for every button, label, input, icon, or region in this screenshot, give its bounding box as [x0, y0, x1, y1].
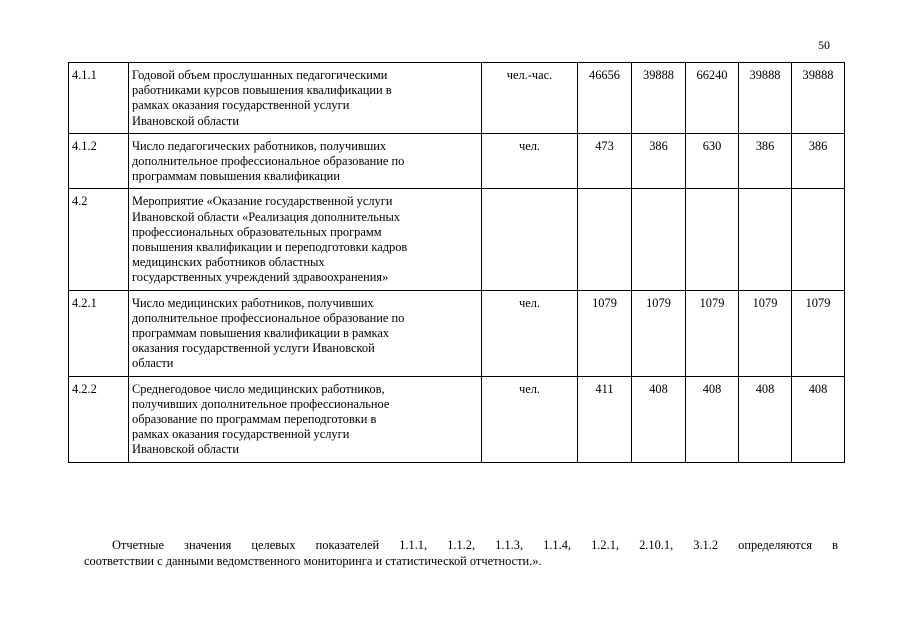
description-line: Ивановской области	[132, 442, 239, 457]
description-line: дополнительное профессиональное образование по	[132, 154, 405, 169]
row-value	[578, 189, 632, 290]
table-row	[69, 63, 845, 134]
row-value: 1079	[578, 290, 632, 376]
row-number: 4.2.2	[69, 376, 129, 462]
row-unit: чел.	[482, 376, 578, 462]
row-number: 4.1.2	[69, 133, 129, 189]
row-unit	[482, 189, 578, 290]
row-description	[129, 189, 482, 290]
description-line: области	[132, 356, 174, 371]
description-line: работниками курсов повышения квалификации в	[132, 83, 392, 98]
row-description	[129, 133, 482, 189]
description-line: повышения квалификации и переподготовки кадров	[132, 240, 408, 255]
indicators-table	[68, 62, 845, 463]
row-value: 39888	[792, 63, 845, 134]
row-value	[739, 189, 792, 290]
row-number: 4.1.1	[69, 63, 129, 134]
row-value: 1079	[739, 290, 792, 376]
description-line: рамках оказания государственной услуги	[132, 98, 350, 113]
row-value: 411	[578, 376, 632, 462]
description-line: Число педагогических работников, получивших	[132, 138, 387, 153]
row-value: 66240	[686, 63, 739, 134]
row-description	[129, 290, 482, 376]
description-line: образование по программам переподготовки в	[132, 412, 377, 427]
row-unit: чел.	[482, 133, 578, 189]
row-value: 408	[739, 376, 792, 462]
description-line: дополнительное профессиональное образование по	[132, 310, 405, 325]
footnote-line-2: соответствии с данными ведомственного мониторинга и статистической отчетности.».	[84, 554, 542, 568]
row-number: 4.2	[69, 189, 129, 290]
table-body	[69, 63, 845, 463]
row-value: 473	[578, 133, 632, 189]
table-row	[69, 189, 845, 290]
description-line: программам повышения квалификации	[132, 169, 340, 184]
row-value: 386	[792, 133, 845, 189]
row-value: 39888	[632, 63, 686, 134]
row-unit: чел.-час.	[482, 63, 578, 134]
description-line: Ивановской области «Реализация дополнительных	[132, 209, 401, 224]
description-line: медицинских работников областных	[132, 255, 325, 270]
description-line: Годовой объем прослушанных педагогическими	[132, 68, 388, 82]
row-number: 4.2.1	[69, 290, 129, 376]
row-value: 630	[686, 133, 739, 189]
table-row	[69, 376, 845, 462]
row-description	[129, 376, 482, 462]
description-line: государственных учреждений здравоохранения»	[132, 270, 389, 285]
description-line: рамках оказания государственной услуги	[132, 427, 350, 442]
row-value: 408	[792, 376, 845, 462]
row-value: 1079	[792, 290, 845, 376]
description-line: профессиональных образовательных программ	[132, 224, 382, 239]
table-row	[69, 290, 845, 376]
row-value: 39888	[739, 63, 792, 134]
row-value	[792, 189, 845, 290]
table-row	[69, 133, 845, 189]
row-value	[632, 189, 686, 290]
row-value: 408	[686, 376, 739, 462]
description-line: Число медицинских работников, получивших	[132, 295, 374, 310]
description-line: Мероприятие «Оказание государственной услуги	[132, 194, 393, 209]
row-value: 1079	[632, 290, 686, 376]
footnote	[84, 537, 838, 569]
row-value: 386	[739, 133, 792, 189]
row-unit: чел.	[482, 290, 578, 376]
row-description	[129, 63, 482, 134]
row-value: 46656	[578, 63, 632, 134]
row-value: 1079	[686, 290, 739, 376]
description-line: программам повышения квалификации в рамках	[132, 326, 390, 341]
row-value: 408	[632, 376, 686, 462]
description-line: получивших дополнительное профессиональное	[132, 396, 390, 411]
footnote-line-1: Отчетные значения целевых показателей 1.1.1, 1.1.2, 1.1.3, 1.1.4, 1.2.1, 2.10.1, 3.1.2 определяются в	[112, 538, 838, 552]
description-line: Среднегодовое число медицинских работников,	[132, 381, 385, 396]
description-line: оказания государственной услуги Ивановской	[132, 341, 375, 356]
row-value	[686, 189, 739, 290]
description-line: Ивановской области	[132, 113, 239, 128]
page-number: 50	[818, 38, 830, 52]
row-value: 386	[632, 133, 686, 189]
